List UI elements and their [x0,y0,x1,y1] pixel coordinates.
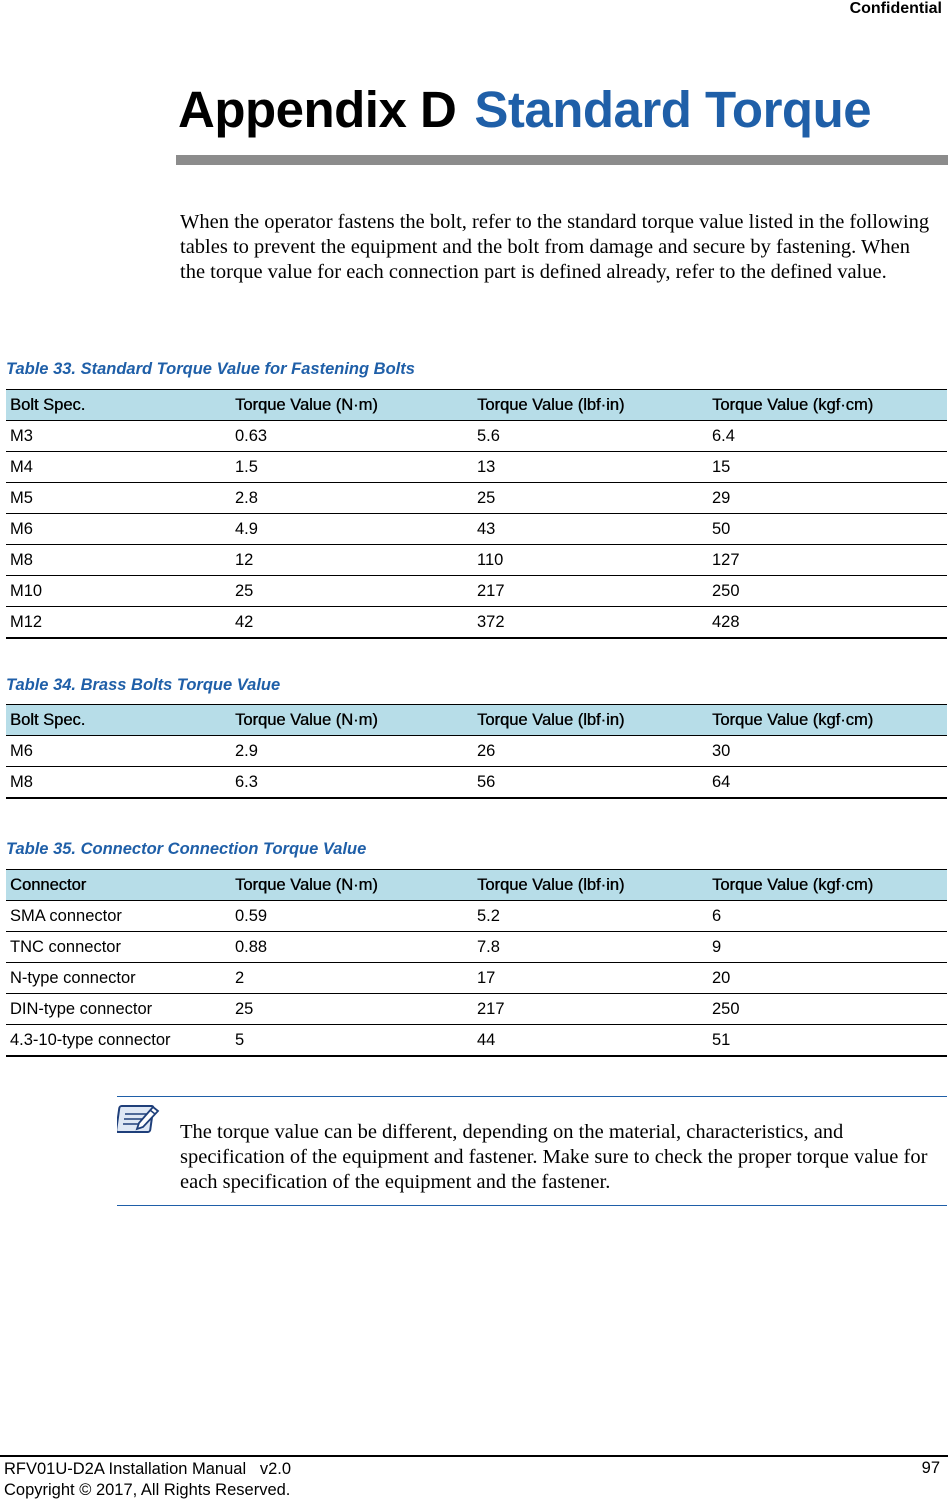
footer-manual: RFV01U-D2A Installation Manual v2.0 [4,1460,292,1478]
table-cell: 30 [708,736,947,767]
table-cell: 6 [708,901,947,932]
table-cell: 1.5 [231,452,473,483]
table-row [6,767,947,799]
table-cell: 42 [231,607,473,639]
table-row [6,483,947,514]
note-text: The torque value can be different, depending on the material, characteristics, and specification of the equipment and fastener. Make sure to check the proper torque value for each specification of the equipment and the fastener. [180,1121,928,1193]
table-row [6,1025,947,1057]
title-divider [176,155,948,165]
table-cell: 2 [231,963,473,994]
table-cell: 2.8 [231,483,473,514]
table-cell: 56 [473,767,708,799]
appendix-label: Appendix D [178,81,457,138]
table-row [6,994,947,1025]
table-cell: M6 [6,514,231,545]
table-cell: 2.9 [231,736,473,767]
table-35-caption: Table 35. Connector Connection Torque Value [6,840,367,858]
table-cell: 20 [708,963,947,994]
table-cell: 428 [708,607,947,639]
table-header-row [6,705,947,736]
table-cell: M5 [6,483,231,514]
footer-copyright: Copyright © 2017, All Rights Reserved. [4,1481,291,1499]
table-33 [6,389,947,639]
table-cell: 0.59 [231,901,473,932]
table-header-row [6,870,947,901]
column-header: Bolt Spec. [6,705,231,736]
table-cell: M12 [6,607,231,639]
table-cell: 43 [473,514,708,545]
table-33-caption: Table 33. Standard Torque Value for Fastening Bolts [6,360,415,378]
table-cell: 0.88 [231,932,473,963]
table-cell: 4.9 [231,514,473,545]
column-header: Torque Value (N·m) [231,870,473,901]
column-header: Torque Value (kgf·cm) [708,705,947,736]
table-cell: 250 [708,994,947,1025]
table-cell: M4 [6,452,231,483]
table-cell: M6 [6,736,231,767]
table-cell: 250 [708,576,947,607]
table-cell: 25 [231,576,473,607]
table-cell: 13 [473,452,708,483]
table-cell: 64 [708,767,947,799]
page-number: 97 [921,1459,940,1477]
table-cell: 4.3-10-type connector [6,1025,231,1057]
column-header: Torque Value (N·m) [231,390,473,421]
column-header: Bolt Spec. [6,390,231,421]
table-cell: 372 [473,607,708,639]
column-header: Torque Value (lbf·in) [473,705,708,736]
table-cell: M8 [6,545,231,576]
table-row [6,545,947,576]
table-cell: 5 [231,1025,473,1057]
table-cell: TNC connector [6,932,231,963]
column-header: Connector [6,870,231,901]
column-header: Torque Value (lbf·in) [473,870,708,901]
table-cell: 110 [473,545,708,576]
table-cell: M8 [6,767,231,799]
note-bottom-rule [117,1205,947,1206]
column-header: Torque Value (kgf·cm) [708,870,947,901]
table-cell: N-type connector [6,963,231,994]
table-row [6,576,947,607]
table-row [6,736,947,767]
table-cell: 44 [473,1025,708,1057]
table-row [6,932,947,963]
table-cell: 50 [708,514,947,545]
table-cell: 15 [708,452,947,483]
table-cell: 9 [708,932,947,963]
table-cell: SMA connector [6,901,231,932]
table-cell: M3 [6,421,231,452]
table-cell: 5.6 [473,421,708,452]
table-header-row [6,390,947,421]
table-cell: 127 [708,545,947,576]
table-cell: DIN-type connector [6,994,231,1025]
table-34 [6,704,947,799]
table-row [6,421,947,452]
page-title [178,80,871,139]
table-cell: 217 [473,576,708,607]
intro-paragraph: When the operator fastens the bolt, refer to the standard torque value listed in the following tables to prevent the equipment and the bolt from damage and secure by fastening. When the torque value for each connection part is defined already, refer to the defined value. [180,211,930,283]
table-cell: 51 [708,1025,947,1057]
table-34-caption: Table 34. Brass Bolts Torque Value [6,676,281,694]
table-cell: 7.8 [473,932,708,963]
table-row [6,901,947,932]
table-cell: 5.2 [473,901,708,932]
note-top-rule [117,1096,947,1097]
table-cell: 6.3 [231,767,473,799]
table-cell: M10 [6,576,231,607]
column-header: Torque Value (N·m) [231,705,473,736]
table-row [6,963,947,994]
table-cell: 25 [231,994,473,1025]
table-cell: 6.4 [708,421,947,452]
column-header: Torque Value (kgf·cm) [708,390,947,421]
note-pencil-icon [117,1103,161,1142]
table-row [6,607,947,639]
table-cell: 17 [473,963,708,994]
confidential-label: Confidential [849,0,942,17]
table-cell: 0.63 [231,421,473,452]
footer-left [4,1459,291,1501]
table-cell: 25 [473,483,708,514]
table-row [6,514,947,545]
table-cell: 217 [473,994,708,1025]
table-cell: 12 [231,545,473,576]
table-cell: 29 [708,483,947,514]
column-header: Torque Value (lbf·in) [473,390,708,421]
footer-divider [0,1455,948,1457]
table-row [6,452,947,483]
appendix-name: Standard Torque [474,81,872,138]
table-cell: 26 [473,736,708,767]
table-35 [6,869,947,1057]
